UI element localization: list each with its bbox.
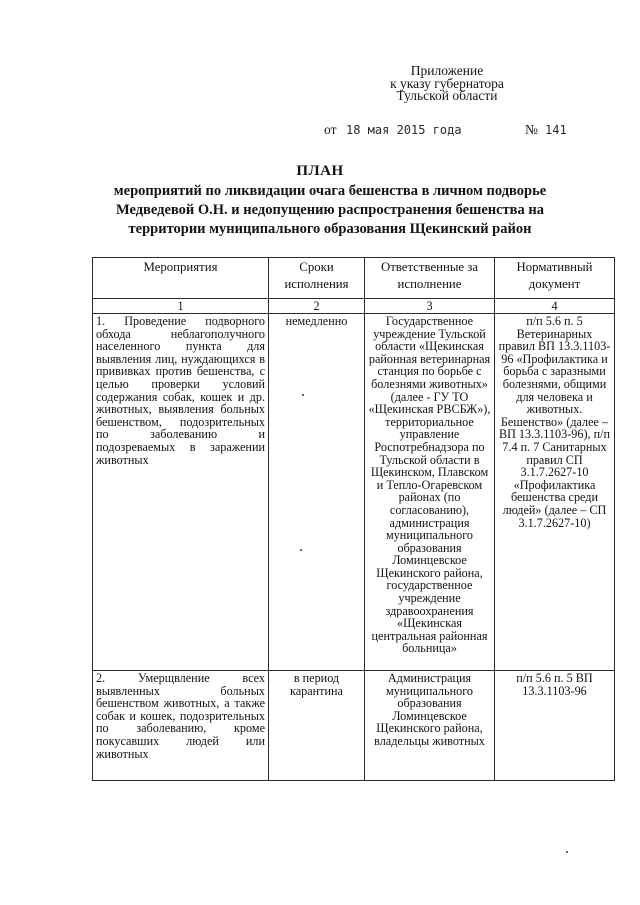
header-responsible: Ответственные за исполнение — [365, 258, 495, 299]
table-row — [93, 671, 615, 781]
table-row — [93, 314, 615, 671]
column-number-2: 2 — [269, 299, 365, 314]
header-document: Нормативный документ — [495, 258, 615, 299]
header-measures: Мероприятия — [93, 258, 269, 299]
row-1-deadline: немедленно — [269, 314, 365, 671]
scan-speck — [300, 549, 302, 551]
row-1-measure: 1. Проведение подворного обхода неблагополучного населенного пункта для выявления лиц, нуждающихся в прививках против бешенства, с целью проверки условий содержания собак, кошек и др. животных, выявления больных бешенством, подозрительных по заболеванию и подозреваемых в заражении животных — [93, 314, 269, 671]
column-number-1: 1 — [93, 299, 269, 314]
subtitle-line-2: Медведевой О.Н. и недопущению распространения бешенства на — [115, 202, 544, 218]
appendix-line-3: Тульской области — [396, 88, 498, 103]
decree-number: 141 — [545, 123, 567, 137]
table-header-row — [93, 258, 615, 299]
decree-date-prefix: от — [324, 122, 337, 137]
decree-date: 18 мая 2015 года — [346, 123, 462, 137]
row-1-responsible: Государственное учреждение Тульской области «Щекинская районная ветеринарная станция по борьбе с болезнями животных» (далее - ГУ ТО «Щекинская РВСБЖ»), территориальное управление Роспотребнадзора по Тульской области в Щекинском, Плавском и Тепло-Огаревском районах (по согласованию), администрация муниципального образования Ломинцевское Щекинского района, государственное учреждение здравоохранения «Щекинская центральная районная больница» — [365, 314, 495, 671]
row-1-document: п/п 5.6 п. 5 Ветеринарных правил ВП 13.3.1103-96 «Профилактика и борьба с заразными болезнями, общими для человека и животных. Бешенство» (далее – ВП 13.3.1103-96), п/п 7.4 п. 7 Санитарных правил СП 3.1.7.2627-10 «Профилактика бешенства среди людей» (далее – СП 3.1.7.2627-10) — [495, 314, 615, 671]
scan-speck — [566, 851, 568, 853]
scan-speck — [302, 394, 304, 396]
column-number-4: 4 — [495, 299, 615, 314]
subtitle-line-1: мероприятий по ликвидации очага бешенства в личном подворье — [113, 183, 547, 199]
subtitle-line-3: территории муниципального образования Щекинский район — [128, 221, 532, 237]
header-deadline: Сроки исполнения — [269, 258, 365, 299]
appendix-block — [362, 65, 532, 103]
row-2-document: п/п 5.6 п. 5 ВП 13.3.1103-96 — [495, 671, 615, 781]
column-number-3: 3 — [365, 299, 495, 314]
decree-number-sign: № — [525, 122, 538, 137]
document-title: ПЛАН — [296, 163, 344, 179]
document-subtitle — [95, 182, 565, 239]
appendix-line-1: Приложение — [410, 63, 484, 78]
row-2-measure: 2. Умерщвление всех выявленных больных бешенством животных, а также собак и кошек, подозрительных по заболеванию, кроме покусавших людей или животных — [93, 671, 269, 781]
row-2-responsible: Администрация муниципального образования Ломинцевское Щекинского района, владельцы животных — [365, 671, 495, 781]
appendix-line-2: к указу губернатора — [390, 75, 504, 91]
row-2-deadline: в период карантина — [269, 671, 365, 781]
column-number-row — [93, 299, 615, 314]
plan-table — [92, 257, 615, 781]
